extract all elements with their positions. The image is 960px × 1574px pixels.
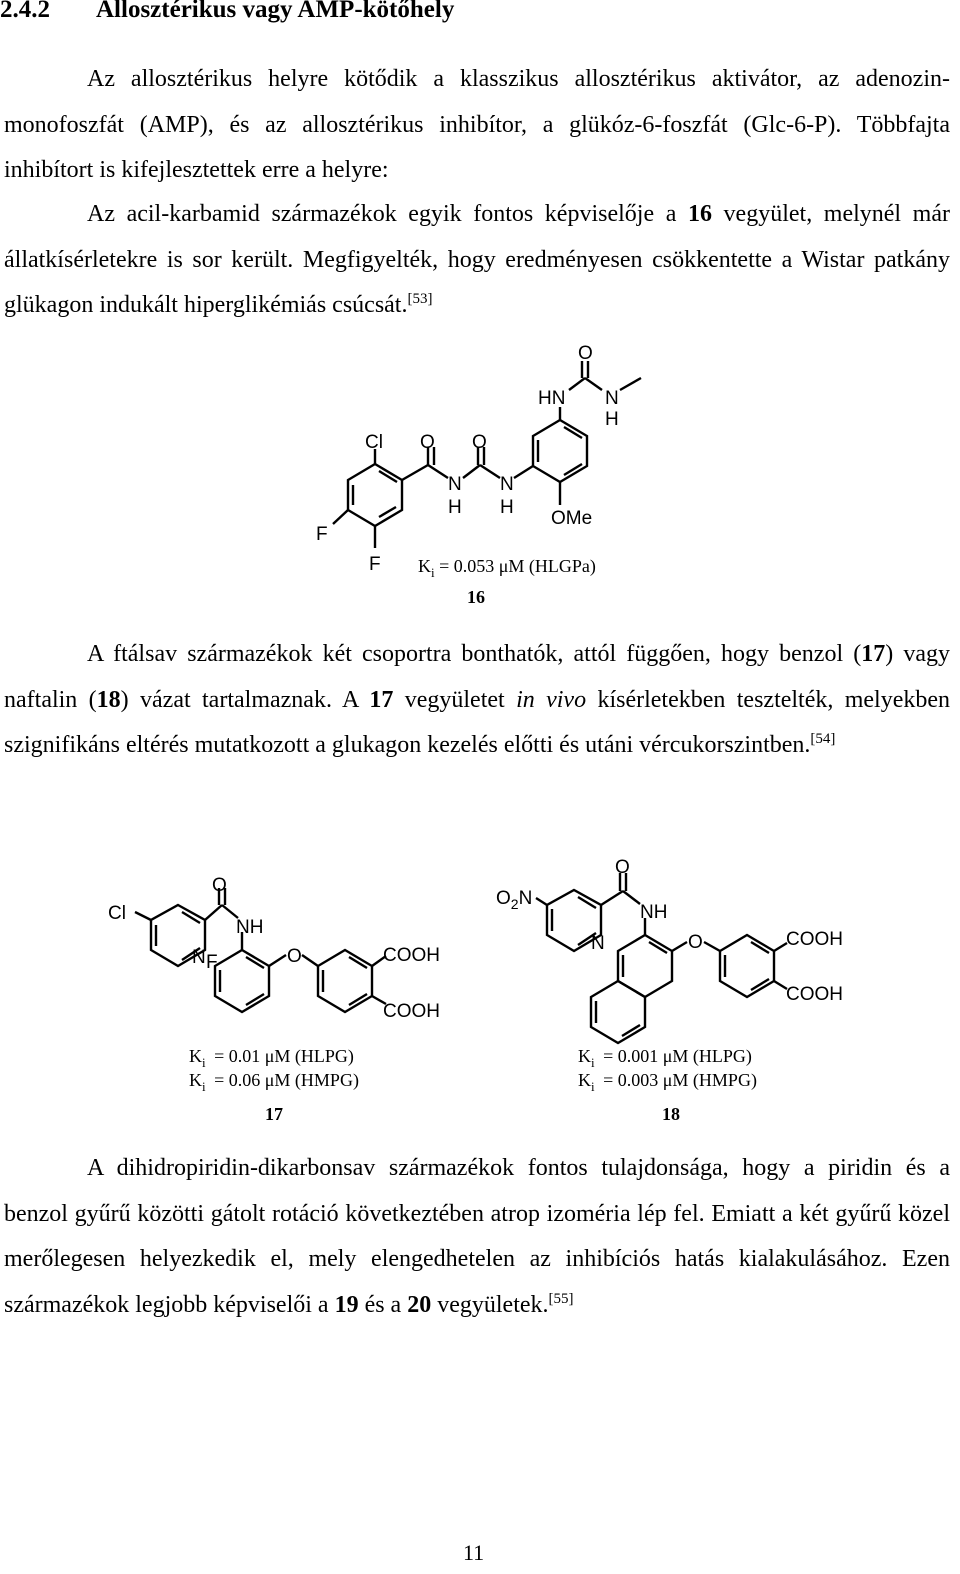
paragraph-text: Az acil-karbamid származékok egyik fontos képviselője a [87, 201, 688, 227]
atom-label: $O_2N$ [496, 888, 533, 912]
atom-label: O [212, 875, 227, 896]
paragraph-4 [4, 1146, 950, 1328]
paragraph-3 [4, 632, 950, 769]
paragraph-text: vegyület, melynél már állatkísérletekre is sor került. Megfigyelték, hogy eredményesen csökkentette a Wistar patkány glükagon indukált hiperglikémiás csúcsát. [4, 201, 950, 318]
atom-label: N [605, 388, 619, 409]
section-heading [0, 0, 454, 24]
atom-label: O [615, 857, 630, 878]
section-number: 2.4.2 [0, 0, 50, 23]
compound-ref: 17 [861, 641, 886, 667]
atom-label: N [192, 947, 206, 968]
benzene-ring [348, 464, 402, 526]
atom-label: F [369, 554, 381, 575]
compound-16-structure [0, 330, 960, 610]
ki-value: $K_i = 0.06$ μM (HMPG) [189, 1070, 359, 1094]
atom-label: HN [538, 388, 566, 409]
citation: [55] [548, 1290, 574, 1307]
compound-ref: 19 [334, 1291, 359, 1318]
ki-value: $K_i = 0.001$ μM (HLPG) [578, 1046, 752, 1070]
compound-label: 18 [662, 1104, 680, 1124]
atom-label: H [605, 409, 619, 430]
atom-label: NH [236, 917, 264, 938]
atom-label: O [578, 343, 593, 364]
atom-label: N [591, 933, 605, 954]
atom-label: H [448, 497, 462, 518]
atom-label: NH [640, 902, 668, 923]
citation: [54] [810, 731, 836, 747]
ki-value: $K_i = 0.053$ μM (HLGPa) [418, 556, 596, 580]
paragraph-text: ) vagy naftalin ( [4, 641, 950, 713]
paragraph-text: Az allosztérikus helyre kötődik a klasszikus allosztérikus aktivátor, az adenozin-monofoszfát (AMP), és az allosztérikus inhibítor, a glükóz-6-foszfát (Glc-6-P). Többfajta inhibítort is kifejlesztettek erre a helyre: [4, 66, 950, 183]
atom-label: COOH [786, 929, 843, 950]
ki-value: $K_i = 0.003$ μM (HMPG) [578, 1070, 757, 1094]
compound-ref: 16 [687, 201, 712, 227]
atom-label: Cl [108, 903, 126, 924]
atom-label: COOH [383, 945, 440, 966]
paragraph-text: A ftálsav származékok két csoportra bonthatók, attól függően, hogy benzol ( [87, 641, 862, 667]
atom-label: OMe [551, 508, 593, 529]
compound-ref: 17 [369, 686, 394, 713]
paragraph-text: kísérletekben tesztelték, melyekben szignifikáns eltérés mutatkozott a glukagon kezelés előtti és utáni vércukorszintben. [4, 686, 951, 758]
atom-label: Cl [365, 432, 383, 453]
paragraph-text: vegyületet [393, 686, 517, 713]
paragraph-2 [4, 192, 950, 329]
atom-label: O [287, 946, 302, 967]
page-number: 11 [463, 1540, 485, 1565]
compound-label: 17 [265, 1104, 283, 1124]
atom-label: N [448, 474, 462, 495]
atom-label: O [472, 432, 487, 453]
atom-label: COOH [383, 1001, 440, 1022]
paragraph-text: ) vázat tartalmaznak. A [120, 686, 370, 713]
citation: [53] [407, 291, 433, 307]
atom-label: O [688, 932, 703, 953]
atom-label: H [500, 497, 514, 518]
atom-label: F [316, 524, 328, 545]
compound-ref: 18 [96, 686, 121, 713]
paragraph-text: és a [358, 1291, 408, 1318]
compound-17-18-structures [0, 850, 960, 1150]
atom-label: COOH [786, 984, 843, 1005]
atom-label: F [206, 952, 218, 973]
compound-ref: 20 [407, 1291, 432, 1318]
paragraph-text: vegyületek. [431, 1291, 549, 1318]
compound-label: 16 [467, 587, 485, 607]
paragraph-1 [4, 57, 950, 194]
italic-term: in vivo [516, 686, 587, 713]
atom-label: O [420, 432, 435, 453]
paragraph-text: A dihidropiridin-dikarbonsav származékok fontos tulajdonsága, hogy a piridin és a benzol gyűrű közötti gátolt rotáció következtében atrop izoméria lép fel. Emiatt a két gyűrű közel merőlegesen helyezkedik el, mely elengedhetelen az inhibíciós hatás kialakulásához. Ezen származékok legjobb képviselői a [4, 1155, 950, 1318]
ki-value: $K_i = 0.01$ μM (HLPG) [189, 1046, 354, 1070]
atom-label: N [500, 474, 514, 495]
section-title: Allosztérikus vagy AMP-kötőhely [96, 0, 455, 23]
